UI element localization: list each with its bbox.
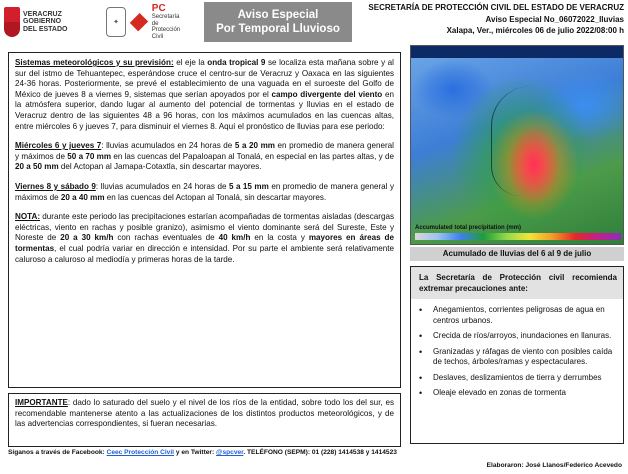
title-line-1: Aviso Especial [237, 9, 319, 21]
text-run: durante este periodo las precipitaciones estarían acompañadas de tormentas aisladas (descargas eléctricas, viento en rachas y posible granizo), asimismo el viento dominante será del Sureste, Este y Noreste de [15, 212, 394, 243]
important-text: : dado lo saturado del suelo y el nivel de los ríos de la entidad, sobre todo los del sur, es recomendable mantenerse atento a las actualizaciones de los distintos productos meteorológicos, y de las advertencias correspondientes, si fueran necesarias. [15, 398, 394, 429]
text-run-bold: onda tropical 9 [207, 58, 266, 67]
recommendations-list [411, 299, 623, 399]
text-run: se localiza esta mañana sobre y al sur del istmo de Tehuantepec, esperándose cruce el centro-sur de Veracruz y Oaxaca en las siguientes 24-36 horas. Posteriormente, se prevé el establecimiento de una vaguada en el suroeste del Golfo de México de jueves 8 a viernes 9, sistemas que serían apoyados por el [15, 58, 394, 99]
veracruz-shield-icon [4, 7, 20, 37]
text-run: el eje la [173, 58, 208, 67]
bulletin-title [204, 2, 352, 42]
twitter-link[interactable]: @spcver [216, 449, 244, 456]
synoptic-paragraph [15, 58, 394, 132]
wed-thu-label: Miércoles 6 y jueves 7 [15, 141, 102, 151]
text-run: : lluvias acumulados en 24 horas de [101, 141, 235, 151]
facebook-link[interactable]: Ceec Protección Civil [106, 449, 175, 456]
footer-contact [8, 449, 624, 461]
organization-name: SECRETARÍA DE PROTECCIÓN CIVIL DEL ESTADO DE VERACRUZ [368, 3, 624, 12]
footer-authors: Elaboraron: José Llanos/Federico Acevedo [486, 462, 622, 469]
important-panel [8, 393, 401, 447]
text-run-bold: 20 a 30 km/h [60, 233, 114, 243]
logo-line-1: VERACRUZ [23, 10, 62, 18]
list-item: • Granizadas y ráfagas de viento con posibles caída de techos, árboles/ramas y espectaculares. [419, 347, 617, 368]
pc-diamond-icon [130, 13, 148, 31]
proteccion-civil-logo [106, 3, 186, 41]
state-seal-icon: ✦ [106, 7, 126, 37]
map-scale-caption: Accumulated total precipitation (mm) [415, 225, 522, 231]
text-run-bold: mayores en áreas de tormentas [15, 233, 394, 253]
text-run: en la atmósfera superior, dando lugar al aumento del potencial de tormentas y lluvias en el estado de Veracruz dentro de las siguientes 48 a 96 horas, con los máximos acumulados en las cuencas altas, entre miércoles 6 y jueves 7, para disminuir el viernes 8. Aquí el pronóstico de lluvias para ese periodo: [15, 89, 394, 131]
fri-sat-label: Viernes 8 y sábado 9 [15, 181, 96, 191]
text-run-bold: 20 a 50 mm [15, 162, 59, 172]
text-run: en las cuencas del Papaloapan al Tonalá, en especial en las partes altas, y de [111, 151, 394, 161]
text-run-bold: 20 a 40 mm [60, 192, 105, 202]
text-run: : lluvias acumulados en 24 horas de [95, 181, 229, 191]
note-label: NOTA: [15, 212, 41, 222]
veracruz-logo-text [23, 11, 67, 34]
footer-phone: . TELÉFONO (SEPM): 01 (228) 1414538 y 1414523 [243, 449, 397, 456]
forecast-panel [8, 52, 401, 388]
text-run: en promedio de manera general y máximos de [15, 181, 394, 202]
coastline-outline [491, 86, 551, 196]
header [0, 0, 628, 44]
synoptic-label: Sistemas meteorológicos y su previsión: [15, 58, 174, 67]
text-run: en promedio de manera general y máximos de [15, 141, 394, 161]
footer-text: Síganos a través de Facebook: [8, 449, 107, 456]
text-run-bold: 5 a 15 mm [228, 181, 269, 191]
note-paragraph [15, 212, 394, 265]
text-run: , el cual podría variar en dirección e intensidad. Por su parte el ambiente será relativamente caluroso a caluroso al mediodía y primeras horas de la tarde. [15, 243, 394, 264]
aviso-number: Aviso Especial No_06072022_lluvias [485, 14, 624, 24]
veracruz-government-logo [4, 3, 80, 41]
forecast-fri-sat [15, 182, 394, 203]
recommendations-panel [410, 266, 624, 444]
text-run: con rachas eventuales de [113, 233, 219, 243]
text-run: del Actopan al Jamapa-Cotaxtla, sin descartar mayores. [58, 162, 262, 172]
pc-line-1: Secretaría de [151, 14, 180, 27]
text-run-bold: 50 a 70 mm [67, 151, 112, 161]
bulletin-meta [362, 2, 624, 37]
forecast-wed-thu [15, 141, 394, 173]
list-item: • Deslaves, deslizamientos de tierra y derrumbes [419, 373, 617, 384]
text-run: en la costa y [250, 233, 309, 243]
list-item: • Oleaje elevado en zonas de tormenta [419, 388, 617, 399]
logo-line-2: GOBIERNO [23, 18, 62, 26]
list-item: • Anegamientos, corrientes peligrosas de agua en centros urbanos. [419, 305, 617, 326]
map-header-strip [411, 46, 623, 58]
text-run-bold: 40 km/h [218, 233, 251, 243]
important-label: IMPORTANTE [15, 398, 68, 407]
pc-logo-text [152, 4, 186, 40]
footer-text: y en Twitter: [174, 449, 217, 456]
title-line-2: Por Temporal Lluvioso [216, 23, 340, 35]
pc-abbrev: PC [151, 3, 166, 14]
precipitation-map [410, 45, 624, 245]
list-item: • Crecida de ríos/arroyos, inundaciones en llanuras. [419, 331, 617, 342]
text-run-bold: campo divergente del viento [271, 89, 383, 99]
precipitation-color-scale [415, 233, 621, 240]
text-run: en las cuencas del Actopan al Tonalá, sin descartar mayores. [104, 192, 327, 202]
text-run-bold: 5 a 20 mm [234, 141, 275, 151]
issue-datetime: Xalapa, Ver., miércoles 06 de julio 2022/08:00 h [446, 26, 624, 35]
logo-line-3: DEL ESTADO [23, 25, 68, 33]
pc-line-2: Protección Civil [151, 27, 181, 40]
map-label: Acumulado de lluvias del 6 al 9 de julio [410, 247, 624, 261]
recommendations-heading: La Secretaría de Protección civil recomienda extremar precauciones ante: [411, 267, 623, 299]
